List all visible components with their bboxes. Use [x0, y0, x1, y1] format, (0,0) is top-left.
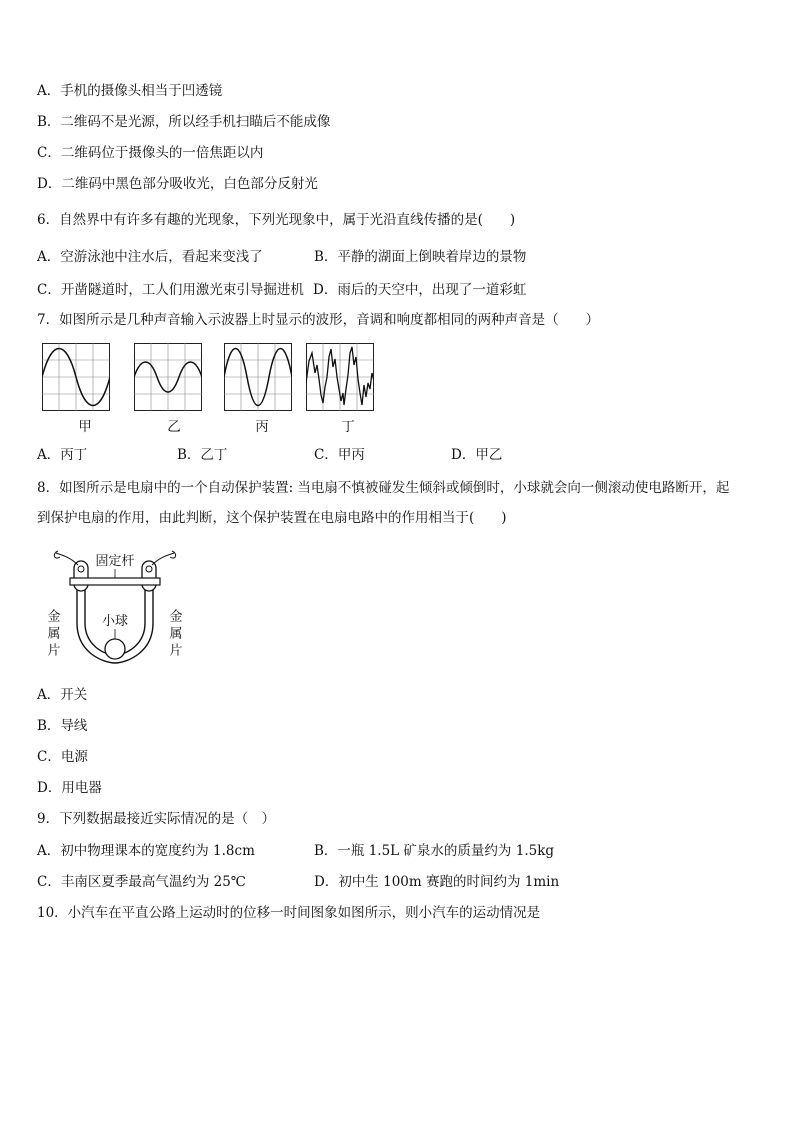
q8-stem-line1: 8．如图所示是电扇中的一个自动保护装置: 当电扇不慎被碰发生倾斜或倾倒时，小球就会向一侧滚动使电路断开，起 — [37, 480, 730, 496]
q7-option-c: C．甲丙 — [314, 447, 365, 463]
waveform-label-bing: 丙 — [255, 419, 269, 435]
protection-device-figure — [40, 545, 190, 670]
q9-option-a: A．初中物理课本的宽度约为 1.8cm — [37, 843, 255, 859]
left-metal-label: 金属片 — [44, 609, 60, 660]
q6-option-d: D．雨后的天空中，出现了一道彩虹 — [313, 282, 527, 298]
q6-stem: 6．自然界中有许多有趣的光现象，下列光现象中，属于光沿直线传播的是( ) — [37, 212, 516, 228]
q7-option-b: B．乙丁 — [177, 447, 228, 463]
q5-option-b: B．二维码不是光源，所以经手机扫瞄后不能成像 — [37, 114, 331, 130]
right-metal-label: 金属片 — [166, 609, 182, 660]
waveform-jia — [42, 343, 110, 411]
q8-option-a: A．开关 — [37, 687, 88, 703]
waveform-yi — [134, 343, 202, 411]
q7-option-d: D．甲乙 — [451, 447, 503, 463]
waveform-label-ding: 丁 — [341, 419, 355, 435]
q8-stem-line2: 到保护电扇的作用，由此判断，这个保护装置在电扇电路中的作用相当于( ) — [37, 510, 507, 526]
q7-option-a: A．丙丁 — [37, 447, 88, 463]
q5-option-d: D．二维码中黑色部分吸收光，白色部分反射光 — [37, 176, 318, 192]
q6-option-a: A．空游泳池中注水后，看起来变浅了 — [37, 249, 263, 265]
waveform-label-yi: 乙 — [167, 419, 181, 435]
waveform-bing — [224, 343, 292, 411]
q5-option-a: A．手机的摄像头相当于凹透镜 — [37, 83, 223, 99]
q9-stem: 9．下列数据最接近实际情况的是（ ） — [37, 811, 276, 827]
waveform-ding — [306, 343, 374, 411]
waveform-label-jia: 甲 — [78, 419, 92, 435]
q8-option-c: C．电源 — [37, 749, 88, 765]
q6-option-c: C．开凿隧道时，工人们用激光束引导掘进机 — [37, 282, 304, 298]
q9-option-c: C．丰南区夏季最高气温约为 25℃ — [37, 874, 246, 890]
q8-option-b: B．导线 — [37, 718, 88, 734]
q10-stem: 10．小汽车在平直公路上运动时的位移一时间图象如图所示，则小汽车的运动情况是 — [37, 905, 541, 921]
q7-stem: 7．如图所示是几种声音输入示波器上时显示的波形，音调和响度都相同的两种声音是（ ） — [37, 312, 600, 328]
q8-option-d: D．用电器 — [37, 780, 102, 796]
q9-option-d: D．初中生 100m 赛跑的时间约为 1min — [314, 874, 560, 890]
ball-label: 小球 — [101, 614, 129, 629]
rod-label: 固定杆 — [95, 554, 135, 569]
q5-option-c: C．二维码位于摄像头的一倍焦距以内 — [37, 145, 264, 161]
q9-option-b: B．一瓶 1.5L 矿泉水的质量约为 1.5kg — [314, 843, 555, 859]
q6-option-b: B．平静的湖面上倒映着岸边的景物 — [314, 249, 527, 265]
